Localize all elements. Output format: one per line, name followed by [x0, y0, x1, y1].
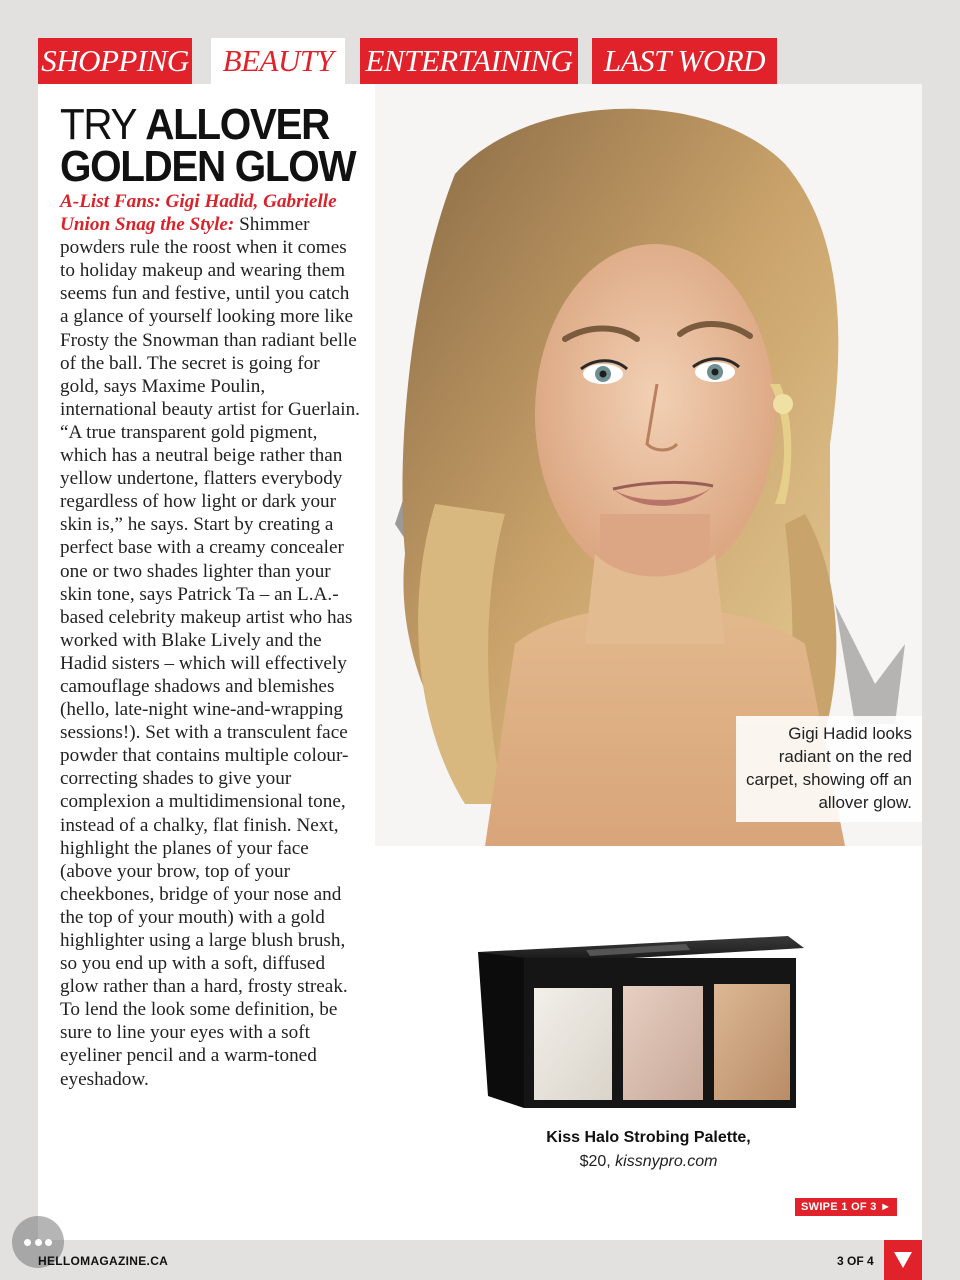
tab-entertaining[interactable]: ENTERTAINING: [360, 38, 578, 84]
tab-last-word[interactable]: LAST WORD: [592, 38, 777, 84]
photo-caption: Gigi Hadid looks radiant on the red carpet, showing off an allover glow.: [736, 716, 922, 822]
footer-page-number: 3 OF 4: [837, 1254, 874, 1268]
next-page-button[interactable]: [884, 1240, 922, 1280]
article-page: [38, 84, 922, 1240]
page-footer: [0, 1240, 960, 1280]
down-triangle-icon: [894, 1252, 912, 1268]
product-site-link[interactable]: kissnypro.com: [615, 1153, 718, 1170]
headline-prefix: TRY: [60, 100, 146, 149]
product-palette-image: [476, 936, 806, 1111]
product-price: [375, 1153, 922, 1171]
article-body: [60, 190, 360, 1091]
tab-beauty[interactable]: BEAUTY: [211, 38, 345, 84]
headline-line-1: ALLOVER: [145, 100, 329, 149]
article-column: [60, 100, 360, 1091]
article-headline: [60, 100, 364, 191]
swipe-indicator[interactable]: SWIPE 1 OF 3 ►: [795, 1198, 897, 1216]
product-price-value: $20,: [579, 1153, 616, 1170]
article-body-text: Shimmer powders rule the roost when it comes to holiday makeup and wearing them seems fun and festive, until you catch a glance of yourself looking more like Frosty the Snowman than radiant belle of the ball. The secret is going for gold, says Maxime Poulin, international beauty artist for Guerlain. “A true transparent gold pigment, which has a neutral beige rather than yellow undertone, flatters everybody regardless of how light or dark your skin is,” he says. Start by creating a perfect base with a creamy concealer one or two shades lighter than your skin tone, says Patrick Ta – an L.A.-based celebrity makeup artist who has worked with Blake Lively and the Hadid sisters – which will effectively camouflage shadows and blemishes (hello, late-night wine-and-wrapping sessions!). Set with a transculent face powder that contains multiple colour-correcting shades to give your complexion a multidimensional tone, instead of a chalky, flat finish. Next, highlight the planes of your face (above your brow, top of your cheekbones, bridge of your nose and the top of your mouth) with a gold highlighter using a large blush brush, so you end up with a soft, diffused glow rather than a hard, frosty streak. To lend the look some definition, be sure to line your eyes with a soft eyeliner pencil and a warm-toned eyeshadow.: [60, 214, 360, 1090]
hero-photo: [375, 84, 922, 846]
article-kicker: A-List Fans: Gigi Hadid, Gabrielle Union Snag the Style:: [60, 191, 337, 236]
footer-site-name: HELLOMAGAZINE.CA: [38, 1254, 169, 1268]
headline-line-2: GOLDEN GLOW: [60, 142, 356, 191]
tab-shopping[interactable]: SHOPPING: [38, 38, 192, 84]
section-tabs: [38, 38, 922, 84]
product-name: Kiss Halo Strobing Palette,: [546, 1129, 751, 1146]
